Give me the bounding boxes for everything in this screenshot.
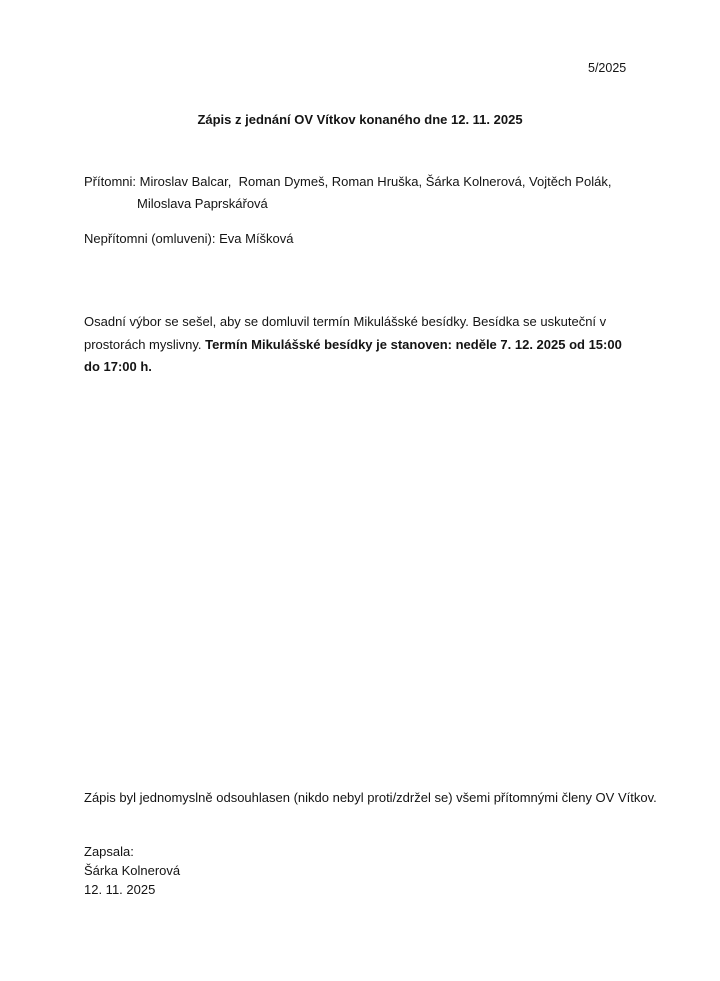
recorded-by-label: Zapsala:: [84, 844, 134, 859]
meeting-body-paragraph: [84, 311, 636, 379]
paragraph-regular-text: Osadní výbor se sešel, aby se domluvil termín Mikulášské besídky. Besídka se uskuteční v prostorách myslivny.: [84, 314, 607, 352]
recorded-by-name: Šárka Kolnerová: [84, 863, 181, 878]
signature-block: [84, 842, 180, 899]
attendees-present-line-1: Přítomni: Miroslav Balcar, Roman Dymeš, Roman Hruška, Šárka Kolnerová, Vojtěch Polák,: [84, 174, 612, 189]
approval-statement: Zápis byl jednomyslně odsouhlasen (nikdo nebyl proti/zdržel se) všemi přítomnými členy OV Vítkov.: [84, 790, 657, 805]
attendees-present-line-2: Miloslava Paprskářová: [137, 196, 268, 211]
attendees-absent-line: Nepřítomni (omluveni): Eva Míšková: [84, 231, 294, 246]
document-title: Zápis z jednání OV Vítkov konaného dne 12. 11. 2025: [197, 112, 523, 127]
page-number: 5/2025: [588, 61, 627, 75]
signature-date: 12. 11. 2025: [84, 882, 156, 897]
paragraph-bold-text: Termín Mikulášské besídky je stanoven: neděle 7. 12. 2025 od 15:00 do 17:00 h.: [84, 336, 622, 374]
